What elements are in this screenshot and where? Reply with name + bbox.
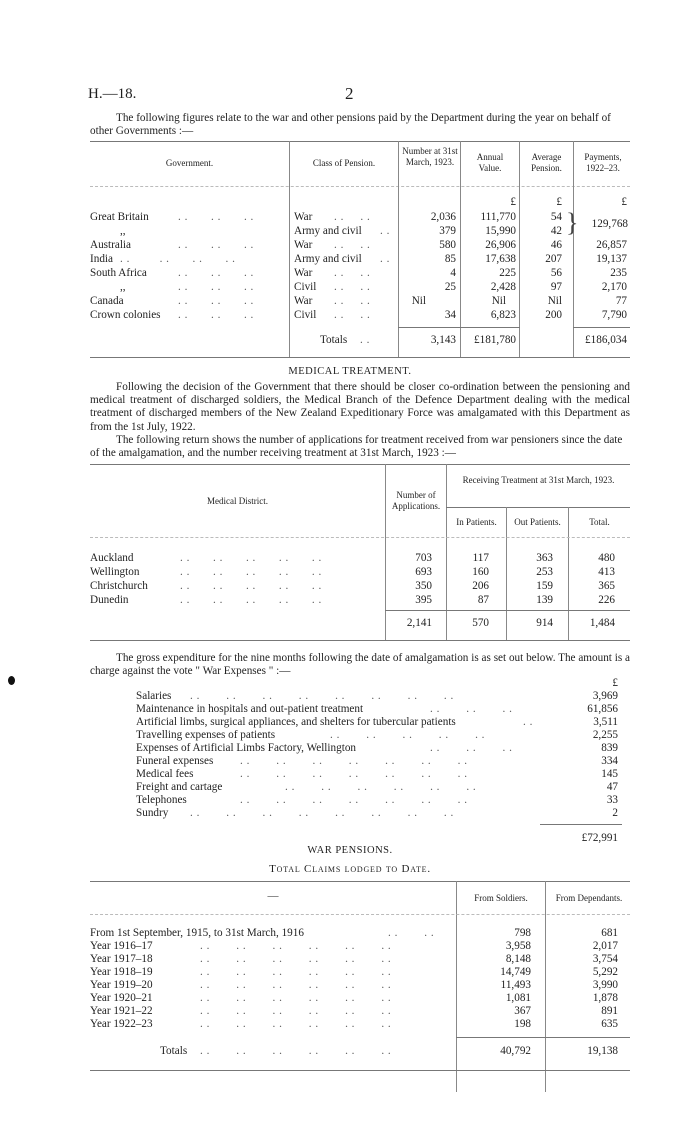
totals-row: Totals . . 3,143 £181,780 £186,034 <box>320 334 627 346</box>
header-out-patients: Out Patients. <box>514 517 561 527</box>
header-soldiers: From Soldiers. <box>474 893 528 903</box>
header-receiving: Receiving Treatment at 31st March, 1923. <box>462 475 615 485</box>
list-item: Freight and cartage . . . . . . . . . . . . 47 <box>136 781 618 793</box>
list-item: Maintenance in hospitals and out-patient treatment . . . . . . 61,856 <box>136 703 618 715</box>
header-dependants: From Dependants. <box>555 893 623 903</box>
table-row: India . . . . . . . . Army and civil . . 85 17,638 207 19,137 <box>90 253 627 265</box>
table-row: Crown colonies . . . . . . Civil . . . . 34 6,823 200 7,790 <box>90 309 627 321</box>
header-government: Government. <box>165 158 214 168</box>
header-class: Class of Pension. <box>312 158 376 168</box>
header-applications: Number of Applications. <box>391 490 441 511</box>
expenditure-intro: The gross expenditure for the nine months following the date of amalgamation is as set out below. The amount is a charge against the vote " War Expenses " :— <box>90 652 630 678</box>
table-row: Year 1917–18 . . . . . . . . . . . . 8,148 3,754 <box>90 953 618 965</box>
table-row: Year 1922–23 . . . . . . . . . . . . 198 635 <box>90 1018 618 1030</box>
war-pensions-heading: WAR PENSIONS. <box>307 845 393 856</box>
expenditure-total: £72,991 <box>581 832 618 844</box>
table-row: Christchurch . . . . . . . . . . 350 206 159 365 <box>90 580 615 592</box>
header-in-patients: In Patients. <box>456 517 497 527</box>
list-item: Expenses of Artificial Limbs Factory, Wellington . . . . . . 839 <box>136 742 618 754</box>
page-number: 2 <box>345 84 354 103</box>
table-row: Dunedin . . . . . . . . . . 395 87 139 226 <box>90 594 615 606</box>
list-item: Travelling expenses of patients . . . . . . . . . . 2,255 <box>136 729 618 741</box>
list-item: Salaries . . . . . . . . . . . . . . . . 3,969 <box>136 690 618 702</box>
table-row: Canada . . . . . . War . . . . Nil Nil Nil 77 <box>90 295 627 307</box>
war-pensions-subheading: Total Claims lodged to Date. <box>269 863 431 875</box>
list-item: Medical fees . . . . . . . . . . . . . . 145 <box>136 768 618 780</box>
unit-row: £ <box>612 677 618 689</box>
table-row: ,, Army and civil . . 379 15,990 42 <box>120 225 562 237</box>
header-payments: Payments, 1922–23. <box>584 152 622 173</box>
table-row: Year 1921–22 . . . . . . . . . . . . 367 891 <box>90 1005 618 1017</box>
totals-row: 2,141 570 914 1,484 <box>406 617 615 629</box>
medical-paragraph-1: Following the decision of the Government that there should be closer co-ordination between the pensioning and medical treatment of discharged soldiers, the Medical Branch of the Defence Department dealing with the medical treatment of discharged members of the New Zealand Expeditionary Force was amalgamated with this Department as from the 1st July, 1922. <box>90 381 630 433</box>
header-district: Medical District. <box>207 496 268 506</box>
list-item: Sundry . . . . . . . . . . . . . . . . 2 <box>136 807 618 819</box>
table-row: Australia . . . . . . War . . . . 580 26,906 46 26,857 <box>90 239 627 251</box>
totals-row: Totals . . . . . . . . . . . . 40,792 19,138 <box>160 1045 618 1057</box>
table-row: Great Britain . . . . . . War . . . . 2,036 111,770 54 <box>90 211 562 223</box>
list-item: Artificial limbs, surgical appliances, and shelters for tubercular patients . . 3,511 <box>136 716 618 728</box>
document-code: H.—18. <box>88 86 137 102</box>
table-row: South Africa . . . . . . War . . . . 4 225 56 235 <box>90 267 627 279</box>
table-row: Year 1919–20 . . . . . . . . . . . . 11,493 3,990 <box>90 979 618 991</box>
medical-heading: MEDICAL TREATMENT. <box>288 366 412 377</box>
table-row: Year 1918–19 . . . . . . . . . . . . 14,749 5,292 <box>90 966 618 978</box>
header-number: Number at 31st March, 1923. <box>402 146 458 167</box>
list-item: Funeral expenses . . . . . . . . . . . . . . 334 <box>136 755 618 767</box>
table-row: From 1st September, 1915, to 31st March, 1916 . . . . 798 681 <box>90 927 618 939</box>
units-row: £ £ £ <box>510 196 627 208</box>
header-blank: — <box>267 890 279 902</box>
table-row: ,, . . . . . . Civil . . . . 25 2,428 97 2,170 <box>120 281 627 293</box>
header-total: Total. <box>589 517 610 527</box>
table-row: Wellington . . . . . . . . . . 693 160 253 413 <box>90 566 615 578</box>
header-annual: Annual Value. <box>476 152 504 173</box>
great-britain-payment: 129,768 <box>591 218 628 230</box>
table-row: Year 1916–17 . . . . . . . . . . . . 3,958 2,017 <box>90 940 618 952</box>
medical-paragraph-2: The following return shows the number of applications for treatment received from war pensioners since the date of the amalgamation, and the number receiving treatment at 31st March, 1923 :— <box>90 434 623 460</box>
intro-paragraph: The following figures relate to the war and other pensions paid by the Department during the year on behalf of other Governments :— <box>90 112 611 138</box>
table-row: Auckland . . . . . . . . . . 703 117 363 480 <box>90 552 615 564</box>
table-row: Year 1920–21 . . . . . . . . . . . . 1,081 1,878 <box>90 992 618 1004</box>
header-average: Average Pension. <box>531 152 562 173</box>
brace: } <box>566 208 579 237</box>
list-item: Telephones . . . . . . . . . . . . . . 33 <box>136 794 618 806</box>
